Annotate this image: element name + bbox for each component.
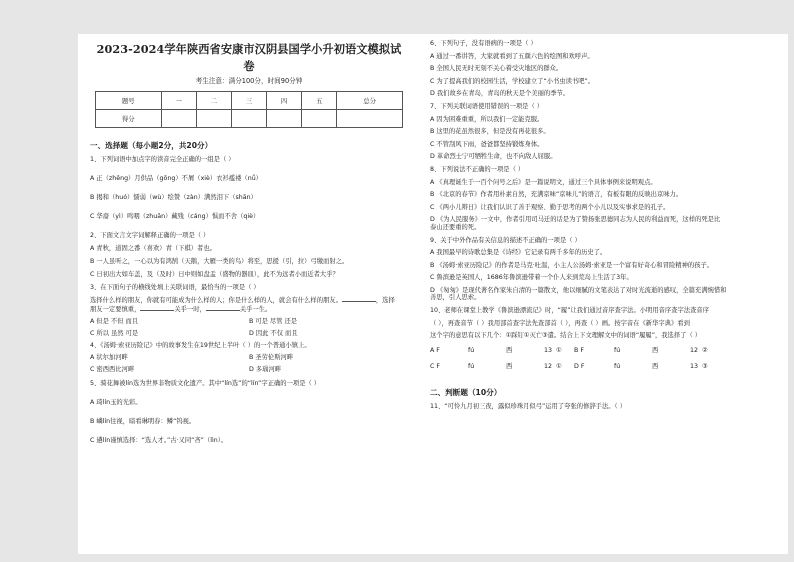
- question-10-opt-value: ①: [556, 346, 562, 354]
- score-cell: 二: [196, 92, 231, 110]
- question-4-option-d: D 多瑙河畔: [249, 366, 282, 373]
- score-cell: 三: [231, 92, 266, 110]
- question-3-passage-line-1: 选择什么样的朋友，你就有可能成为什么样的人；你是什么样的人，就会有什么样的朋友。: [90, 297, 342, 304]
- question-6-option-c: C 为了提高我们的校园生活，学校建立了“小书虫读书吧”。: [430, 77, 595, 85]
- question-9-option-c: C 鲁滨逊是英国人，1686年鲁滨逊带着一个仆人来到荒岛上生活了3年。: [430, 274, 633, 282]
- question-2-option-b: B 一人虽听之，一心以为有鸿鹄（天鹅，大雁一类的鸟）将至，思援（引，拉）弓缴而射之。: [90, 258, 349, 265]
- question-10: 10、老师在课堂上教学《鲁滨逊漂流记》时，“履”让我们通过音序查字法。小明用音序查字法查音序: [430, 307, 710, 315]
- question-6: 6、下列句子，没有语病的一项是（ ）: [430, 40, 537, 47]
- question-1: 1、下列词语中加点字的读音完全正确的一组是（ ）: [90, 156, 235, 163]
- question-10-opt-cell: B F: [574, 346, 584, 354]
- section-heading-judgement: 二、判断题（10分）: [430, 387, 502, 397]
- question-10-opt-value: ①: [556, 362, 562, 370]
- question-5-option-b: B 嶙lín往视，暗看琳明春：鳞“钨视。: [90, 418, 196, 425]
- exam-subtitle: 考生注意：满分100分，时间90分钟: [195, 77, 303, 85]
- question-3-text-part: 关乎一时，: [174, 306, 206, 313]
- question-10-opt-cell: C F: [430, 362, 441, 370]
- question-10-opt-cell: 西: [506, 362, 513, 370]
- score-cell: [231, 110, 266, 128]
- question-8: 8、下列说法不正确的一项是（ ）: [430, 165, 525, 173]
- question-10-opt-value: 13: [544, 346, 553, 354]
- question-7-option-d: D 革命烈士宁可牺牲生命，也不向敌人屈服。: [430, 153, 557, 161]
- title-line-2: 卷: [243, 59, 255, 73]
- blank-line: [140, 305, 174, 311]
- question-1-option-c: C 华裔（yì）鸣咽（zhuān）藏残（cáng）惧而不舍（qiè）: [90, 213, 260, 220]
- question-7-option-c: C 不管刮风下雨，爸爸都坚持锻炼身体。: [430, 140, 544, 148]
- question-1-option-b: B 揭和（huó）懦弱（wù）绘赞（zàn）满然泪下（shān）: [90, 194, 257, 201]
- question-10-opt-value: 12: [544, 362, 553, 370]
- section-heading-choice: 一、选择题（每小题2分，共20分）: [90, 141, 213, 150]
- question-10-opt-cell: fú: [614, 362, 621, 370]
- question-10-opt-cell: 西: [652, 362, 659, 370]
- title-line-1: 2023-2024学年陕西省安康市汉阴县国学小升初语文模拟试: [96, 42, 402, 56]
- question-3-text-part: 朋友一定要慎重，: [90, 306, 141, 313]
- score-table-score-row: [96, 110, 403, 128]
- question-3-text-part: 关乎一生。: [239, 306, 272, 313]
- question-3-option-d: D 因此 不仅 而且: [249, 330, 298, 337]
- question-10-opt-cell: [544, 347, 574, 355]
- question-7-option-b: B 这里的花虽然很多，但是没有再花很多。: [430, 128, 550, 136]
- question-5-option-a: A 琦lín玉的光彩。: [90, 399, 142, 406]
- question-10-options-ab: [430, 347, 730, 355]
- left-column: [90, 40, 408, 445]
- score-cell: 一: [161, 92, 196, 110]
- question-10-opt-cell: [690, 363, 720, 371]
- score-cell: [302, 110, 337, 128]
- question-9-option-d-cont: 善思，引人思索。: [430, 294, 481, 302]
- question-8-option-b: B 《北京的春节》作者用朴素自然，充满京味“京味儿”的语言，有板有眼的反映出京味力。: [430, 191, 683, 199]
- question-10-opt-value: ②: [702, 346, 708, 354]
- question-10-opt-cell: fú: [468, 362, 475, 370]
- question-5: 5、骑花舞被lín选为世界非物质文化遗产。其中“lín选”的“lín”字正确的一项是（ ）: [90, 380, 321, 387]
- exam-title: [90, 41, 408, 75]
- question-3-passage-line-2: [90, 305, 408, 314]
- question-3-passage: [90, 296, 408, 305]
- question-2-option-a: A 青秋，道固之番（喜欢）青（下棋）者也。: [90, 245, 216, 252]
- score-cell: 五: [302, 92, 337, 110]
- question-7-option-a: A 因为困难重重，所以我们一定能克服。: [430, 115, 544, 123]
- right-column: [430, 40, 776, 410]
- question-10-options-cd: [430, 363, 730, 371]
- question-8-option-a: A 《真理诞生于一百个问号之后》是一篇说明文，通过三个具体事例来说明观点。: [430, 178, 657, 186]
- question-11: 11、“可怜九月初三夜，露似珍珠月似弓”运用了夸张的修辞手法。（ ）: [430, 402, 626, 410]
- question-10-opt-cell: [544, 363, 574, 371]
- blank-line: [206, 305, 240, 311]
- question-4-option-a: A 状尔加河畔: [90, 354, 128, 361]
- question-2: 2、下面文言文字词解释正确的一项是（ ）: [90, 232, 210, 239]
- question-4: 4、《汤姆·索亚历险记》中的故事发生在19世纪上半叶（ ）的一个普通小镇上。: [90, 342, 311, 349]
- question-4-option-c: C 密西西比河畔: [90, 366, 135, 373]
- question-10-line-2: （ ），再查音节（ ）我用部首查字法先查部首（ ），再查（ ）画。按字音在《新华字典》看到: [430, 319, 690, 327]
- question-3-options-2: [90, 330, 408, 338]
- question-10-opt-cell: 西: [652, 346, 659, 354]
- question-3-option-a: A 但是 不但 而且: [90, 318, 139, 325]
- question-10-line-3: 这个字的意思有以下几个：①踩钉①灭亡③遣。结合上下文理解文中的词语“履履”，我选择了（ ）: [430, 332, 702, 340]
- question-1-option-a: A 正（zhēng）月供品（gōng）不屑（xiè）衣衫褴褛（nǚ）: [90, 175, 262, 182]
- score-cell: [196, 110, 231, 128]
- question-3-option-c: C 所以 虽然 可是: [90, 330, 139, 337]
- question-3-options: [90, 318, 408, 326]
- question-8-option-d-cont: 泰山还要重的死。: [430, 223, 481, 231]
- score-cell: [267, 110, 302, 128]
- question-10-opt-value: 12: [690, 346, 699, 354]
- score-table: [95, 91, 403, 128]
- question-10-opt-cell: 西: [506, 346, 513, 354]
- question-9-option-d: D 《匆匆》是现代著名作家朱自清的一篇散文，他以细腻的文笔表达了对时光流逝的感叹，全篇充满惋惜和: [430, 286, 727, 294]
- question-9: 9、关于中外作品有关信息的描述不正确的一项是（ ）: [430, 236, 581, 244]
- question-9-option-a: A 我国最早的诗歌总集是《诗经》它记录有两千多年的历史了。: [430, 249, 607, 257]
- question-10-opt-value: ③: [702, 362, 708, 370]
- question-10-opt-cell: [690, 347, 720, 355]
- question-9-option-b: B 《汤姆·索亚历险记》的作者是马克·吐温，小主人公汤姆·索亚是一个富有好奇心和冒险精神的孩子。: [430, 261, 714, 269]
- score-cell: [337, 110, 403, 128]
- question-10-opt-cell: D F: [574, 362, 585, 370]
- question-5-option-c: C 遴lín谨慎选择：“选人才。”古·又同“吝”（lìn）。: [90, 437, 228, 444]
- score-cell: 总分: [337, 92, 403, 110]
- exam-sheet: [78, 34, 788, 554]
- question-4-option-b: B 圣劳伦斯河畔: [249, 354, 294, 361]
- score-cell: 得分: [96, 110, 162, 128]
- score-cell: 四: [267, 92, 302, 110]
- score-cell: [161, 110, 196, 128]
- question-10-opt-value: 13: [690, 362, 699, 370]
- question-8-option-c: C 《两小儿辩日》让我们认识了善于观察、勤于思考的两个小儿以及实事求是的孔子。: [430, 203, 670, 211]
- score-table-header-row: [96, 92, 403, 110]
- question-3-passage-line-1-end: ，选择: [375, 297, 395, 304]
- question-7: 7、下列关联词语使用错误的一项是（ ）: [430, 102, 544, 110]
- question-4-options-2: [90, 366, 408, 374]
- question-4-options: [90, 354, 408, 362]
- question-8-option-d: D 《为人民服务》一文中，作者引用司马迁的话是为了赞扬张思德同志为人民的利益而死，这样的死是比: [430, 216, 721, 224]
- question-2-option-c: C 日初出大如车盖，及（及时）日中则如盘盂（盛物的器皿），此不为远者小而近者大乎？: [90, 271, 339, 278]
- question-3-option-b: B 可是 尽管 还是: [249, 318, 298, 325]
- question-10-opt-cell: fú: [614, 346, 621, 354]
- question-3: 3、在下面句子的横线处填上关联词语，最恰当的一项是（ ）: [90, 284, 260, 291]
- question-6-option-a: A 通过一番讲答，大家就看到了五颜六色的绘图和欢呼声。: [430, 52, 594, 60]
- question-6-option-b: B 全国人民无时无刻不关心着受灾地区的群众。: [430, 65, 563, 73]
- question-10-opt-cell: A F: [430, 346, 440, 354]
- question-10-opt-cell: fú: [468, 346, 475, 354]
- question-6-option-d: D 我们故乡在青岛，青岛的秋天是个美丽的季节。: [430, 90, 570, 98]
- blank-line: [342, 296, 376, 302]
- score-cell: 题号: [96, 92, 162, 110]
